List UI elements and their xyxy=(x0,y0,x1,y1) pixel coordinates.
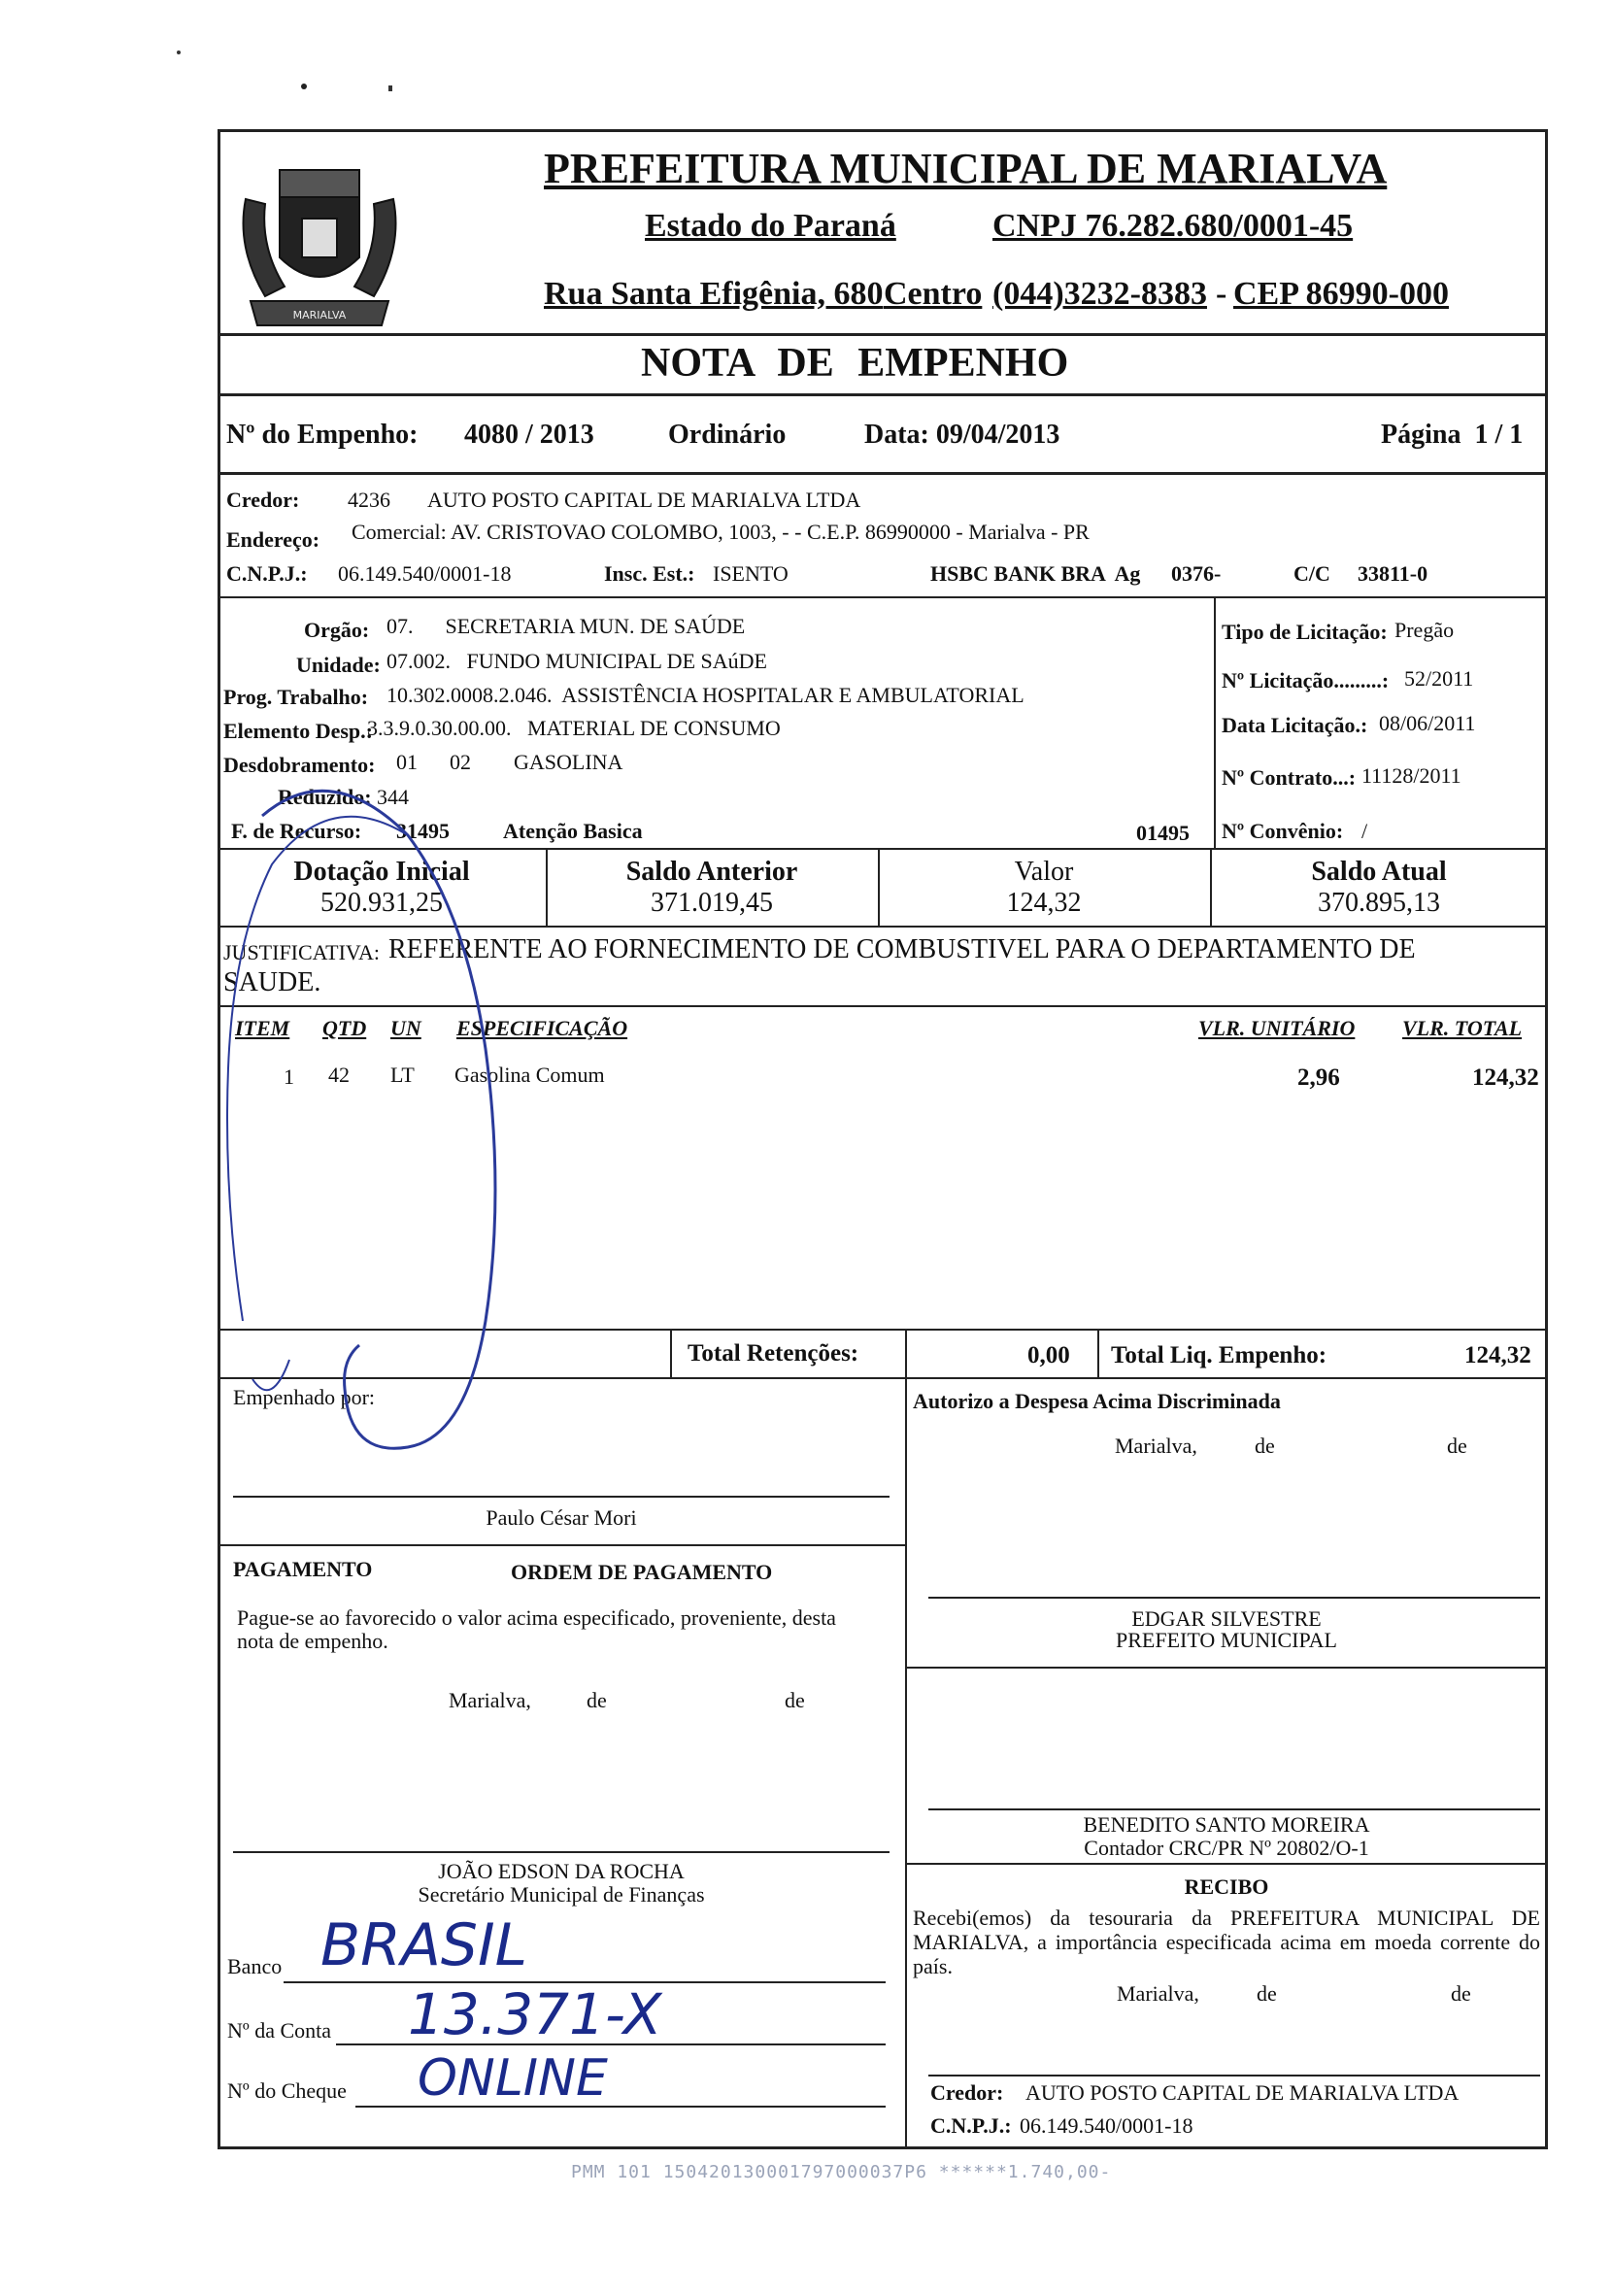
recibo-cnpj-value: 06.149.540/0001-18 xyxy=(1020,2113,1193,2138)
divider xyxy=(905,1329,907,1377)
recibo-credor-label: Credor: xyxy=(930,2080,1004,2105)
convenio-label: Nº Convênio: xyxy=(1222,819,1344,843)
orgao-label: Orgão: xyxy=(304,618,370,642)
justificativa-text-line2: SAUDE. xyxy=(223,967,321,997)
justificativa-text-line1: REFERENTE AO FORNECIMENTO DE COMBUSTIVEL PARA O DEPARTAMENTO DE xyxy=(388,934,1416,964)
scan-speck xyxy=(388,85,392,91)
empenho-date: Data: 09/04/2013 xyxy=(864,420,1060,450)
fonte-code: 01495 xyxy=(1136,821,1190,845)
account-number: 33811-0 xyxy=(1358,561,1428,586)
reduzido-value: 344 xyxy=(377,785,409,809)
desdobramento-value: 01 02 GASOLINA xyxy=(396,750,623,774)
pagamento-text: Pague-se ao favorecido o valor acima especificado, proveniente, desta nota de empenho. xyxy=(237,1605,836,1653)
empenhado-label: Empenhado por: xyxy=(233,1385,376,1409)
credor-address: Comercial: AV. CRISTOVAO COLOMBO, 1003, - - C.E.P. 86990000 - Marialva - PR xyxy=(352,520,1090,544)
orgao-value: 07. SECRETARIA MUN. DE SAÚDE xyxy=(386,614,746,638)
dotacao-inicial-label: Dotação Inicial xyxy=(293,857,470,887)
account-label: C/C xyxy=(1293,561,1330,586)
signature-line xyxy=(928,1597,1540,1599)
header-vlr-total: VLR. TOTAL xyxy=(1402,1016,1523,1040)
address-label: Endereço: xyxy=(226,527,320,552)
divider xyxy=(1214,596,1216,849)
pagamento-de-2: de xyxy=(785,1688,805,1712)
municipality-cep: CEP 86990-000 xyxy=(1233,276,1449,312)
row-un: LT xyxy=(390,1063,415,1087)
pen-stroke-overlay xyxy=(214,777,699,1476)
divider xyxy=(218,596,1548,598)
state-name: Estado do Paraná xyxy=(645,208,896,244)
data-licitacao-label: Data Licitação.: xyxy=(1222,713,1368,737)
saldo-atual-value: 370.895,13 xyxy=(1318,888,1440,918)
divider xyxy=(1097,1329,1099,1377)
municipality-title: PREFEITURA MUNICIPAL DE MARIALVA xyxy=(544,145,1388,192)
secretario-title: Secretário Municipal de Finanças xyxy=(418,1882,705,1907)
fonte-description: Atenção Basica xyxy=(503,819,643,843)
autorizo-text: Autorizo a Despesa Acima Discriminada xyxy=(913,1389,1281,1413)
header-qtd: QTD xyxy=(322,1016,367,1040)
pagamento-de-1: de xyxy=(587,1688,607,1712)
municipality-phone: (044)3232-8383 xyxy=(992,276,1207,312)
credor-label: Credor: xyxy=(226,488,300,512)
cheque-label: Nº do Cheque xyxy=(227,2078,347,2103)
header-vlr-unitario: VLR. UNITÁRIO xyxy=(1198,1016,1356,1040)
fonte-value: 31495 xyxy=(396,819,450,843)
row-vlr-unitario: 2,96 xyxy=(1297,1064,1340,1091)
dotacao-inicial-value: 520.931,25 xyxy=(320,888,443,918)
liquido-label: Total Liq. Empenho: xyxy=(1111,1342,1327,1368)
insc-label: Insc. Est.: xyxy=(604,561,695,586)
contrato-label: Nº Contrato...: xyxy=(1222,765,1357,790)
prog-value: 10.302.0008.2.046. ASSISTÊNCIA HOSPITALAR E AMBULATORIAL xyxy=(386,683,1024,707)
municipal-crest-icon xyxy=(226,141,413,340)
banco-label: Banco xyxy=(227,1954,283,1978)
credor-cnpj: 06.149.540/0001-18 xyxy=(338,561,512,586)
saldo-anterior-label: Saldo Anterior xyxy=(625,857,798,887)
reduzido-label: Reduzido: xyxy=(278,785,372,809)
valor-label: Valor xyxy=(1014,857,1074,887)
insc-value: ISENTO xyxy=(713,561,789,586)
signature-line xyxy=(928,1808,1540,1810)
conta-label: Nº da Conta xyxy=(227,2018,332,2043)
empenhado-name: Paulo César Mori xyxy=(486,1505,637,1530)
header-especificacao: ESPECIFICAÇÃO xyxy=(456,1016,628,1040)
divider xyxy=(218,472,1548,475)
credor-name: AUTO POSTO CAPITAL DE MARIALVA LTDA xyxy=(427,488,861,512)
empenho-number: 4080 / 2013 xyxy=(464,420,594,450)
recibo-de-2: de xyxy=(1451,1981,1471,2006)
municipality-cnpj: CNPJ 76.282.680/0001-45 xyxy=(992,208,1354,244)
prefeito-name: EDGAR SILVESTRE xyxy=(1131,1606,1322,1631)
pagamento-city: Marialva, xyxy=(449,1688,531,1712)
justificativa-label: JUSTIFICATIVA: xyxy=(223,940,380,964)
licitacao-value: 52/2011 xyxy=(1404,666,1474,691)
bank-agency: 0376- xyxy=(1171,561,1222,586)
row-item: 1 xyxy=(284,1064,294,1089)
prog-label: Prog. Trabalho: xyxy=(223,685,369,709)
autorizo-de-1: de xyxy=(1255,1434,1275,1458)
divider xyxy=(218,1544,905,1546)
divider xyxy=(905,1667,1548,1669)
signature-line xyxy=(233,1496,890,1498)
svg-text:MARIALVA: MARIALVA xyxy=(292,309,347,321)
document-title: NOTA DE EMPENHO xyxy=(641,341,1069,386)
ordem-pagamento-label: ORDEM DE PAGAMENTO xyxy=(511,1560,773,1584)
pagamento-label: PAGAMENTO xyxy=(233,1557,373,1581)
tipo-licitacao-value: Pregão xyxy=(1394,618,1455,642)
autorizo-city: Marialva, xyxy=(1115,1434,1197,1458)
recibo-de-1: de xyxy=(1257,1981,1277,2006)
recibo-city: Marialva, xyxy=(1117,1981,1199,2006)
divider xyxy=(218,393,1548,396)
credor-cnpj-label: C.N.P.J.: xyxy=(226,561,308,586)
fonte-label: F. de Recurso: xyxy=(231,819,362,843)
page-number: Página 1 / 1 xyxy=(1381,420,1524,450)
desdobramento-label: Desdobramento: xyxy=(223,753,376,777)
autorizo-de-2: de xyxy=(1447,1434,1467,1458)
cheque-handwritten: ONLINE xyxy=(418,2049,608,2108)
bank-name: HSBC BANK BRA Ag xyxy=(930,561,1141,586)
unidade-label: Unidade: xyxy=(296,653,381,677)
retencoes-value: 0,00 xyxy=(1027,1342,1070,1368)
row-especificacao: Gasolina Comum xyxy=(454,1063,605,1087)
liquido-value: 124,32 xyxy=(1464,1342,1531,1368)
empenho-type: Ordinário xyxy=(668,420,787,450)
header-dash: - xyxy=(1216,276,1227,312)
banco-handwritten: BRASIL xyxy=(320,1911,528,1979)
municipality-district: Centro xyxy=(884,276,983,312)
divider xyxy=(905,1863,1548,1865)
scan-speck xyxy=(177,51,181,54)
credor-code: 4236 xyxy=(348,488,390,512)
row-qtd: 42 xyxy=(328,1063,350,1087)
secretario-name: JOÃO EDSON DA ROCHA xyxy=(438,1859,685,1883)
convenio-value: / xyxy=(1361,819,1368,843)
signature-line xyxy=(928,2075,1540,2077)
saldo-anterior-value: 371.019,45 xyxy=(651,888,773,918)
divider xyxy=(218,333,1548,336)
conta-handwritten: 13.371-X xyxy=(408,1981,662,2047)
divider xyxy=(905,1377,907,2149)
header-un: UN xyxy=(390,1016,421,1040)
retencoes-label: Total Retenções: xyxy=(688,1340,859,1367)
recibo-credor-name: AUTO POSTO CAPITAL DE MARIALVA LTDA xyxy=(1025,2080,1460,2105)
prefeito-title: PREFEITO MUNICIPAL xyxy=(1116,1628,1337,1652)
elemento-value: 3.3.9.0.30.00.00. MATERIAL DE CONSUMO xyxy=(367,716,781,740)
elemento-label: Elemento Desp.: xyxy=(223,719,373,743)
unidade-value: 07.002. FUNDO MUNICIPAL DE SAúDE xyxy=(386,649,767,673)
row-vlr-total: 124,32 xyxy=(1472,1064,1539,1091)
header-item: ITEM xyxy=(235,1016,290,1040)
scan-speck xyxy=(301,84,307,89)
recibo-title: RECIBO xyxy=(1184,1874,1269,1899)
data-licitacao-value: 08/06/2011 xyxy=(1379,711,1476,735)
municipality-address: Rua Santa Efigênia, 680 xyxy=(544,276,884,312)
signature-line xyxy=(233,1851,890,1853)
empenho-number-label: Nº do Empenho: xyxy=(226,420,419,450)
saldo-atual-label: Saldo Atual xyxy=(1311,857,1447,887)
recibo-cnpj-label: C.N.P.J.: xyxy=(930,2113,1012,2138)
licitacao-label: Nº Licitação.........: xyxy=(1222,668,1390,692)
recibo-text: Recebi(emos) da tesouraria da PREFEITURA MUNICIPAL DE MARIALVA, a importância especificada acima em moeda corrente do país. xyxy=(913,1906,1540,1978)
contador-name: BENEDITO SANTO MOREIRA xyxy=(1083,1812,1370,1837)
tipo-licitacao-label: Tipo de Licitação: xyxy=(1222,620,1388,644)
footer-code: PMM 101 150420130001797000037P6 ******1.740,00- xyxy=(571,2162,1112,2182)
valor-value: 124,32 xyxy=(1006,888,1082,918)
contrato-value: 11128/2011 xyxy=(1361,763,1461,788)
contador-title: Contador CRC/PR Nº 20802/O-1 xyxy=(1084,1836,1369,1860)
